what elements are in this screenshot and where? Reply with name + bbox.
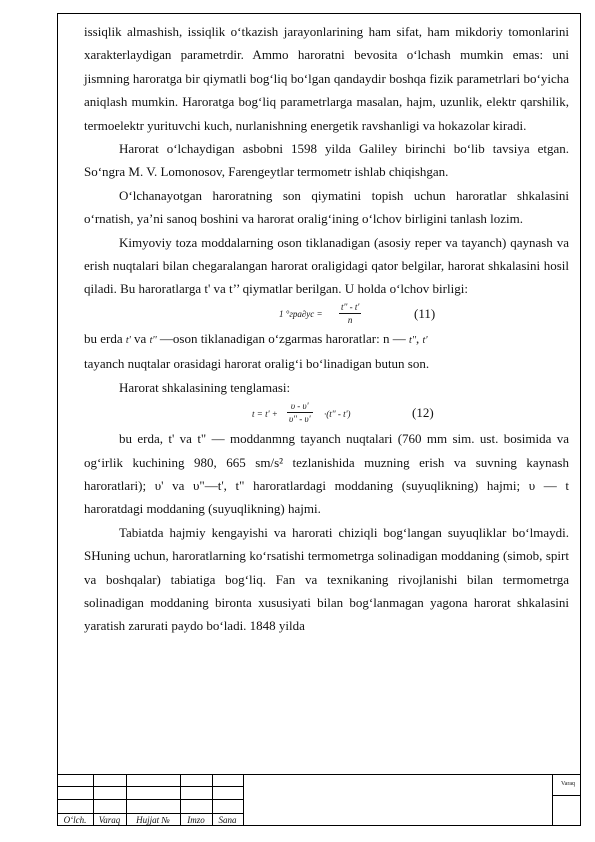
title-block-olch: O‘lch. [63, 815, 87, 825]
title-block-hujjat: Hujjat № [136, 815, 170, 825]
formula-11-note-continued: tayanch nuqtalar orasidagi harorat oralig‘i bo‘linadigan butun son. [84, 356, 430, 372]
title-block-imzo: Imzo [187, 815, 205, 825]
formula-12-numerator: υ - υ' [287, 400, 313, 413]
title-block-sana: Sana [218, 815, 237, 825]
symbol-t-prime: t' [125, 334, 131, 346]
formula-11-denominator: n [347, 314, 353, 325]
formula-11-note: bu erda t' va t'' —oson tiklanadigan o‘zgarmas haroratlar: n — t'', t' [84, 330, 428, 346]
formula-11 [84, 301, 569, 327]
note-text-b: va [134, 330, 147, 346]
paragraph-3: O‘lchanayotgan haroratning son qiymatini topish uchun haroratlar shkalasini o‘rnatish, ya’ni sanoq boshini va harorat oralig‘ining o‘lchov birligini tanlash lozim. [84, 187, 569, 227]
note-text-c: —oson tiklanadigan o‘zgarmas haroratlar: n — [159, 330, 406, 346]
paragraph-7: Tabiatda hajmiy kengayishi va harorati chiziqli bog‘langan suyuqliklar bo‘lmaydi. SHuning uchun, haroratlarning ko‘rsatishi termometrga solinadigan moddaning (simob, spirt va boshqalar) tabiatiga bog‘liq. Fan va texnikaning rivojlanishi bilan termometrga solinadigan moddaning bironta xususiyati bilan bog‘lanmagan yagona harorat shkalasini yaratish zarurati paydo bo‘ladi. 1848 yilda [84, 524, 569, 634]
formula-12-number: (12) [412, 405, 434, 421]
formula-11-number: (11) [414, 305, 436, 321]
document-body [84, 20, 569, 638]
paragraph-4: Kimyoviy toza moddalarning oson tiklanadigan (asosiy reper va tayanch) qaynash va erish nuqtalari bilan chegaralangan harorat oraligidagi qator belgilar, harorat shkalasini hosil qiladi. Bu haroratlarga t' va t’’ qiymatlar berilgan. U holda o‘lchov birligi: [84, 234, 569, 297]
symbol-t-prime-2: t' [422, 334, 428, 346]
symbol-t-double-prime: t'' [149, 334, 157, 346]
paragraph-6: bu erda, t' va t" — moddanmng tayanch nuqtalari (760 mm sim. ust. bosimida va og‘irlik kuchining 980, 665 sm/s² tezlanishida muzning erish va suvning kaynash haroratlari); υ' va υ"—t', t" haroratlardagi moddaning (suyuqlikning) hajmi; υ — t haroratdagi moddaning (suyuqlikning) hajmi. [84, 431, 569, 517]
title-block-varaq-right: Varaq [561, 781, 575, 787]
formula-12-lhs: t = t' + [252, 409, 278, 420]
formula-12 [84, 399, 569, 427]
symbol-t-double-prime-2: t'' [408, 334, 417, 346]
note-text-a: bu erda [84, 330, 123, 346]
formula-12-fraction [287, 400, 313, 425]
paragraph-2: Harorat o‘lchaydigan asbobni 1598 yilda Galiley birinchi bo‘lib tavsiya etgan. So‘ngra M. V. Lomonosov, Farengeytlar termometr ishlab chiqishgan. [84, 141, 569, 180]
paragraph-1: issiqlik almashish, issiqlik o‘tkazish jarayonlarining ham sifat, ham mikdoriy tomonlarini xarakterlaydigan parametrdir. Ammo haroratni bevosita o‘lchash mumkin emas: uni jismning haroratga bir qiymatli bog‘liq bo‘lgan qandaydir boshqa fizik parametrlari bo‘yicha aniqlash mumkin. Haroratga bog‘liq parametrlarga masalan, hajm, uzunlik, elektr qarshilik, termoelektr yurituvchi kuch, nurlanishning energetik ravshanligi va hokazolar kiradi. [84, 24, 569, 133]
formula-11-lhs: 1 °гра∂ус = [279, 308, 323, 319]
formula-12-denominator: υ'' - υ' [289, 414, 311, 425]
formula-11-fraction [339, 301, 361, 326]
paragraph-5: Harorat shkalasining tenglamasi: [119, 379, 291, 395]
formula-11-numerator: t'' - t' [341, 301, 360, 312]
formula-12-rhs: ·(t'' - t') [324, 409, 351, 420]
title-block-varaq: Varaq [98, 815, 121, 825]
